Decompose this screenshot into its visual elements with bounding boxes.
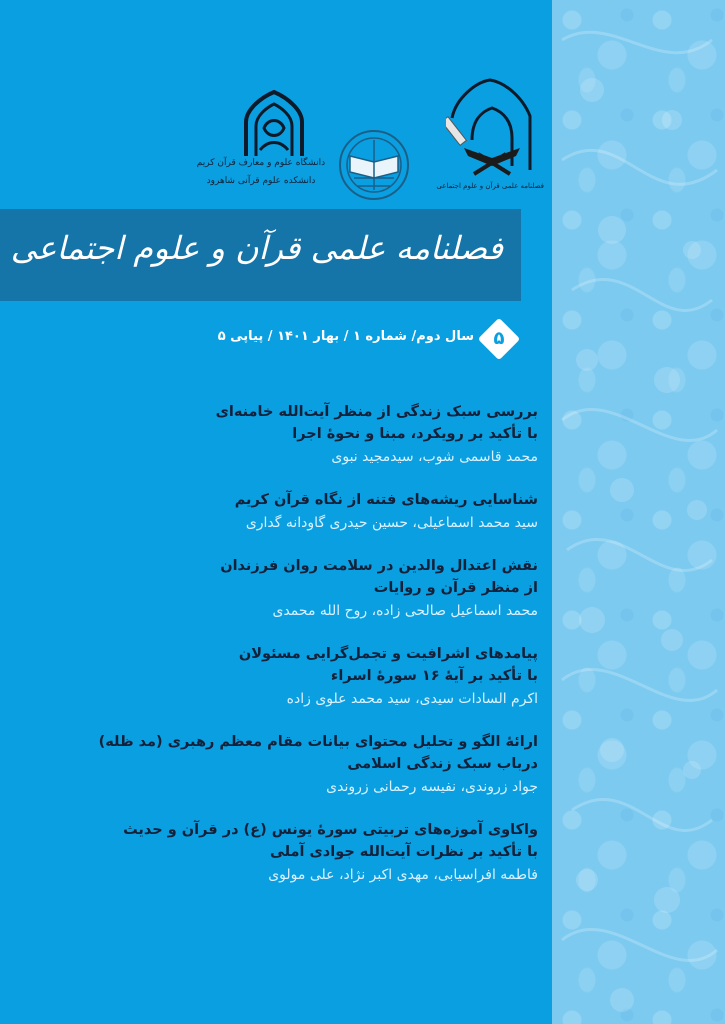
university-caption-line1: دانشگاه علوم و معارف قرآن کریم (196, 158, 326, 168)
issue-line: سال دوم/ شماره ۱ / بهار ۱۴۰۱ / پیاپی ۵ (217, 329, 474, 344)
article-authors: محمد قاسمی شوب، سیدمجید نبوی (331, 449, 538, 465)
article-title-continued: درباب سبک زندگی اسلامی (347, 756, 538, 772)
table-of-contents (98, 401, 538, 907)
university-caption-line2: دانشکده علوم قرآنی شاهرود (206, 176, 316, 186)
article-title: شناسایی ریشه‌های فتنه از نگاه قرآن کریم (234, 492, 538, 508)
globe-book-logo (336, 128, 412, 202)
article-title: پیامدهای اشرافیت و تجمل‌گرایی مسئولان (238, 646, 538, 662)
arch-pen-quran-icon (446, 78, 538, 178)
article-title: ارائۀ الگو و تحلیل محتوای بیانات مقام معظم رهبری (مد ظله) (98, 734, 538, 750)
article-authors: اکرم السادات سیدی، سید محمد علوی زاده (286, 691, 538, 707)
article-authors: فاطمه افراسیابی، مهدی اکبر نژاد، علی مولوی (268, 867, 538, 883)
journal-title: فصلنامه علمی قرآن و علوم اجتماعی (10, 229, 503, 267)
globe-book-icon (336, 128, 412, 202)
article-item (98, 731, 538, 799)
article-title-continued: از منظر قرآن و روایات (373, 580, 538, 596)
article-title-continued: با تأکید بر رویکرد، مبنا و نحوۀ اجرا (292, 426, 538, 442)
university-arch-icon (224, 88, 324, 158)
journal-logo (446, 78, 538, 178)
article-authors: سید محمد اسماعیلی، حسین حیدری گاودانه گداری (245, 515, 538, 531)
article-title-continued: با تأکید بر نظرات آیت‌الله جوادی آملی (269, 844, 538, 860)
issue-number: ۵ (493, 328, 505, 349)
article-title: نقش اعتدال والدین در سلامت روان فرزندان (220, 558, 538, 574)
article-item (118, 489, 538, 535)
article-authors: جواد زروندی، نفیسه رحمانی زروندی (326, 779, 538, 795)
article-title-continued: با تأکید بر آیۀ ۱۶ سورۀ اسراء (330, 668, 538, 684)
journal-logo-caption: فصلنامه علمی قرآن و علوم اجتماعی (436, 182, 544, 190)
issue-info (217, 318, 530, 364)
title-banner (0, 209, 521, 301)
floral-pattern-strip (552, 0, 725, 1024)
article-title: واکاوی آموزه‌های تربیتی سورۀ یونس (ع) در قرآن و حدیث (123, 822, 538, 838)
article-item (118, 643, 538, 711)
article-title: بررسی سبک زندگی از منظر آیت‌الله خامنه‌ای (215, 404, 538, 420)
article-item (118, 555, 538, 623)
article-item (118, 401, 538, 469)
article-authors: محمد اسماعیل صالحی زاده، روح الله محمدی (272, 603, 538, 619)
university-logo (224, 88, 324, 158)
floral-pattern-icon (552, 0, 725, 1024)
article-item (118, 819, 538, 887)
